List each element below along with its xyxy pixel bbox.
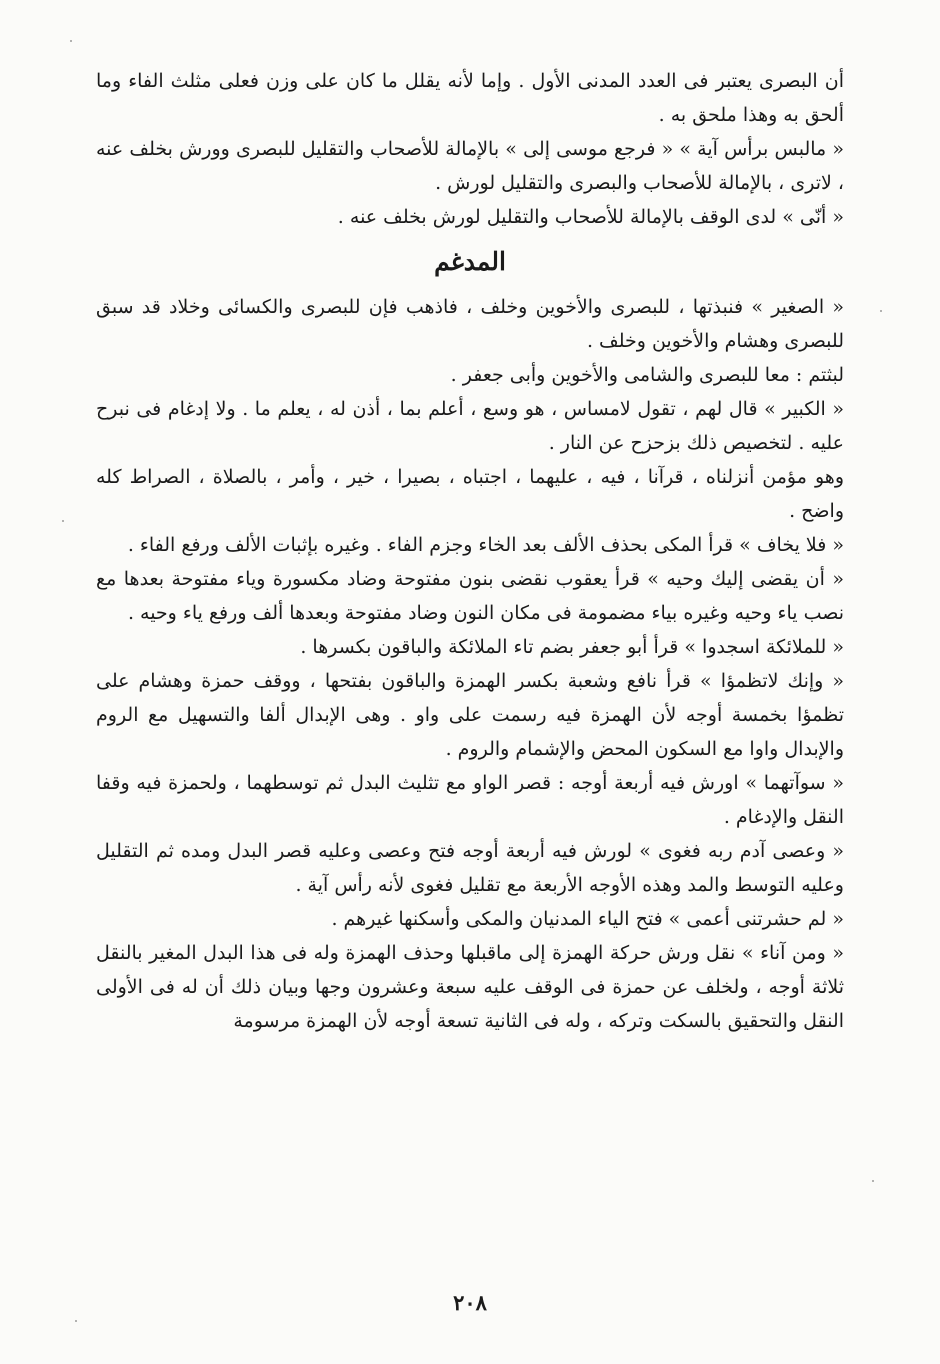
paragraph: « الكبير » قال لهم ، تقول لامساس ، هو وسع ، أعلم بما ، أذن له ، يعلم ما . ولا إدغام فى نبرح عليه . لتخصيص ذلك بزحزح عن النار . [96, 398, 844, 454]
scan-speck [872, 1180, 874, 1182]
paragraph: « وإنك لاتظمؤا » قرأ نافع وشعبة بكسر الهمزة والباقون بفتحها ، ووقف حمزة وهشام على تظمؤا بخمسة أوجه لأن الهمزة فيه رسمت على واو . وهى الإبدال ألفا والتسهيل مع الروم والإبدال واوا مع السكون المحض والإشمام والروم . [96, 670, 844, 760]
scan-speck [70, 40, 72, 42]
scan-speck [62, 520, 64, 522]
paragraph: « للملائكة اسجدوا » قرأ أبو جعفر بضم تاء الملائكة والباقون بكسرها . [300, 636, 844, 658]
paragraph: لبثتم : معا للبصرى والشامى والأخوين وأبى جعفر . [450, 364, 844, 386]
page-number: ٢٠٨ [453, 1290, 487, 1315]
paragraph: « أنّى » لدى الوقف بالإمالة للأصحاب والتقليل لورش بخلف عنه . [337, 206, 844, 228]
paragraph: وهو مؤمن أنزلناه ، قرآنا ، فيه ، عليهما ، اجتباه ، بصيرا ، خير ، وأمر ، بالصلاة ، الصراط كله واضح . [96, 466, 844, 522]
paragraph: « ومن آناء » نقل ورش حركة الهمزة إلى ماقبلها وحذف الهمزة وله فى هذا البدل المغير بالنقل ثلاثة أوجه ، ولخلف عن حمزة فى الوقف عليه سبعة وعشرون وجها وبيان ذلك أن له فى الأولى النقل والتحقيق بالسكت وتركه ، وله فى الثانية تسعة أوجه لأن الهمزة مرسومة [96, 942, 844, 1032]
paragraph: « أن يقضى إليك وحيه » قرأ يعقوب نقضى بنون مفتوحة وضاد مكسورة وياء مفتوحة بعدها مع نصب ياء وحيه وغيره بياء مضمومة فى مكان النون وضاد مفتوحة وبعدها ألف ورفع ياء وحيه . [96, 568, 844, 624]
paragraph: « الصغير » فنبذتها ، للبصرى والأخوين وخلف ، فاذهب فإن للبصرى والكسائى وخلاد قد سبق للبصرى وهشام والأخوين وخلف . [96, 296, 844, 352]
scan-speck [75, 1320, 77, 1322]
paragraph: أن البصرى يعتبر فى العدد المدنى الأول . وإما لأنه يقلل ما كان على وزن فعلى مثلث الفاء وما ألحق به وهذا ملحق به . [96, 70, 844, 126]
scan-speck [880, 310, 882, 312]
paragraph: « سوآتهما » اورش فيه أربعة أوجه : قصر الواو مع تثليث البدل ثم توسطهما ، ولحمزة فيه وقفا النقل والإدغام . [96, 772, 844, 828]
paragraph: « فلا يخاف » قرأ المكى بحذف الألف بعد الخاء وجزم الفاء . وغيره بإثبات الألف ورفع الفاء . [127, 534, 844, 556]
paragraph: « وعصى آدم ربه فغوى » لورش فيه أربعة أوجه فتح وعصى وعليه قصر البدل ومده ثم التقليل وعليه التوسط والمد وهذه الأوجه الأربعة مع تقليل فغوى لأنه رأس آية . [96, 840, 844, 896]
paragraph: « لم حشرتنى أعمى » فتح الياء المدنيان والمكى وأسكنها غيرهم . [331, 908, 844, 930]
paragraph: « مالبس برأس آية » « فرجع موسى إلى » بالإمالة للأصحاب والتقليل للبصرى وورش بخلف عنه ، لاترى ، بالإمالة للأصحاب والبصرى والتقليل لورش . [96, 138, 844, 194]
section-heading: المدغم [434, 247, 506, 276]
